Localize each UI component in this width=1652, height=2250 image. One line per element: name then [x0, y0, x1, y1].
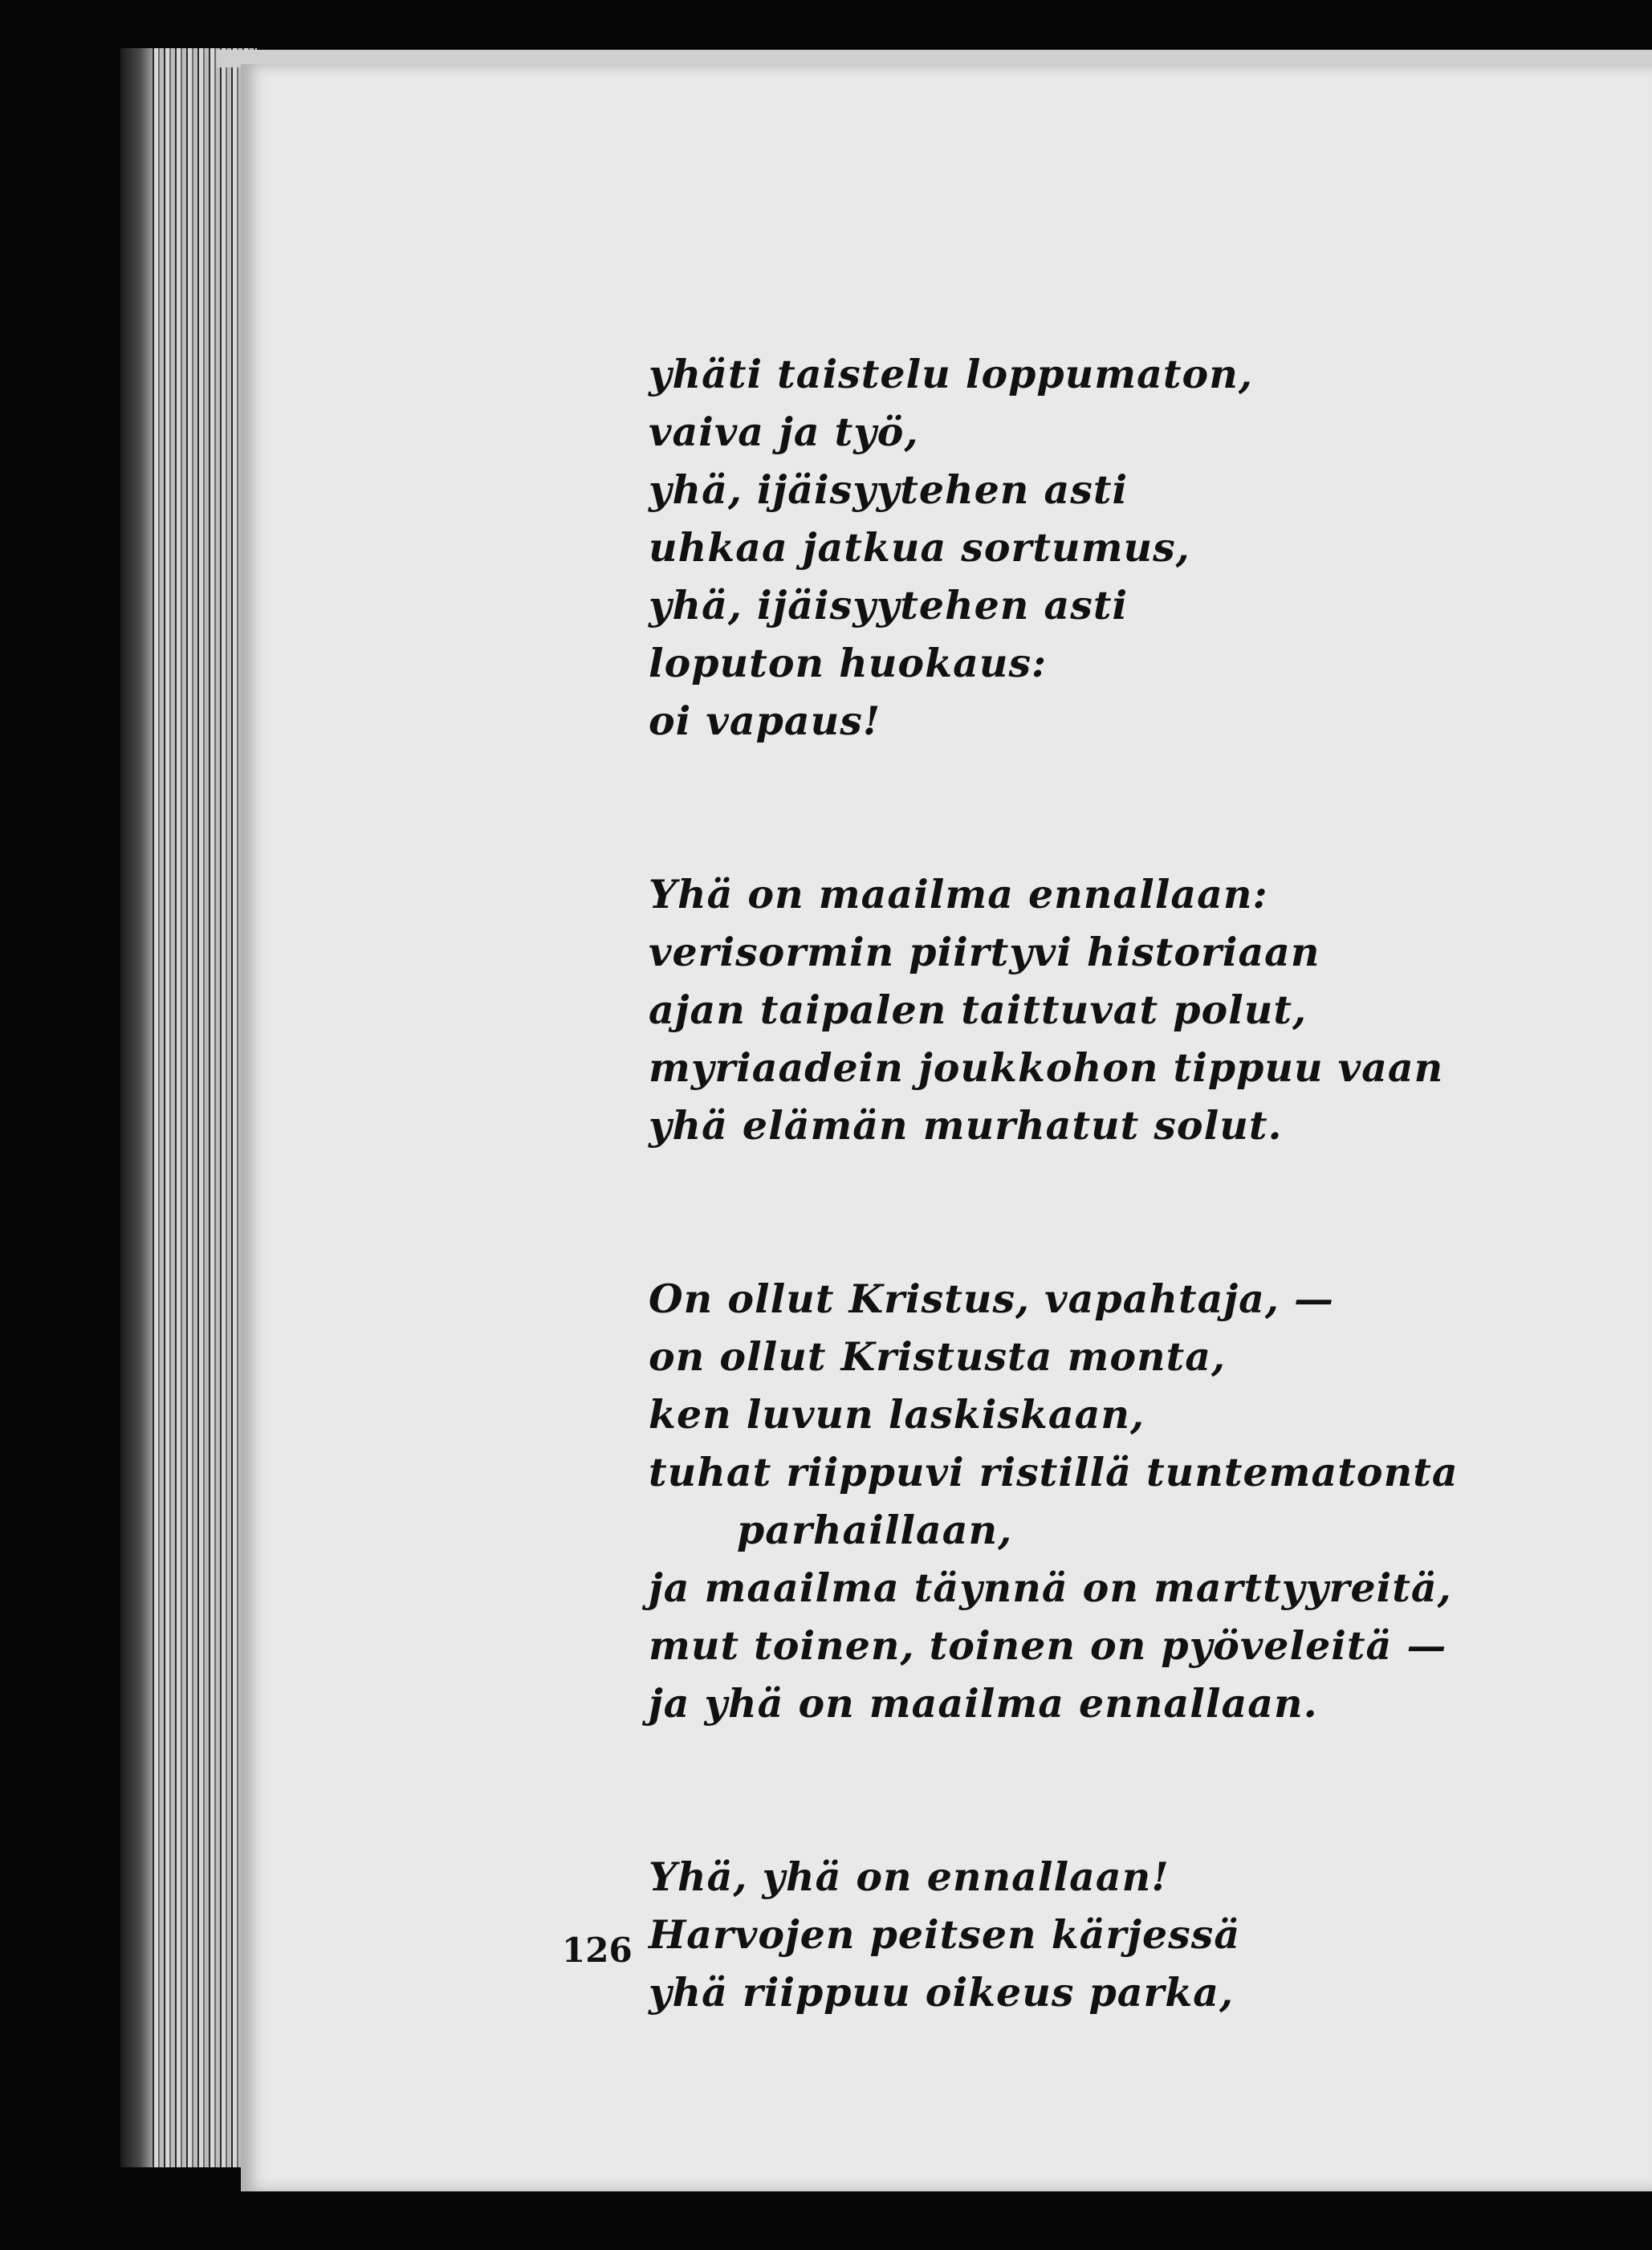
- stanza-gap: [649, 1154, 1459, 1270]
- stanza-4: [649, 1848, 1459, 2021]
- poem-line: yhäti taistelu loppumaton,: [649, 351, 1253, 397]
- stanza-gap: [649, 750, 1459, 865]
- poem-line: ja yhä on maailma ennallaan.: [649, 1680, 1318, 1727]
- poem-text: [649, 345, 1459, 2021]
- poem-line: ken luvun laskiskaan,: [649, 1391, 1145, 1438]
- poem-line: yhä riippuu oikeus parka,: [649, 1969, 1235, 2016]
- poem-line: tuhat riippuvi ristillä tuntematonta: [649, 1449, 1459, 1495]
- poem-line: mut toinen, toinen on pyöveleitä —: [649, 1622, 1447, 1669]
- poem-line: myriaadein joukkohon tippuu vaan: [649, 1044, 1444, 1091]
- poem-line: on ollut Kristusta monta,: [649, 1333, 1227, 1380]
- poem-line: loputon huokaus:: [649, 640, 1048, 686]
- poem-line: ja maailma täynnä on marttyyreitä,: [649, 1564, 1452, 1611]
- poem-line-indented: parhaillaan,: [737, 1507, 1013, 1553]
- stanza-2: [649, 865, 1459, 1154]
- poem-line: yhä, ijäisyytehen asti: [649, 466, 1129, 513]
- poem-line: verisormin piirtyvi historiaan: [649, 929, 1320, 975]
- stanza-3: [649, 1270, 1459, 1732]
- poem-line: uhkaa jatkua sortumus,: [649, 524, 1190, 571]
- poem-line: Yhä on maailma ennallaan:: [649, 871, 1268, 917]
- poem-line: Harvojen peitsen kärjessä: [649, 1911, 1241, 1958]
- poem-line: ajan taipalen taittuvat polut,: [649, 987, 1308, 1033]
- poem-line: Yhä, yhä on ennallaan!: [649, 1853, 1170, 1900]
- poem-line: oi vapaus!: [649, 698, 881, 744]
- poem-line: yhä, ijäisyytehen asti: [649, 582, 1129, 629]
- stanza-gap: [649, 1732, 1459, 1848]
- poem-line: vaiva ja työ,: [649, 409, 919, 455]
- poem-line: yhä elämän murhatut solut.: [649, 1102, 1283, 1149]
- page-number: 126: [562, 1931, 633, 1970]
- stanza-1: [649, 345, 1459, 750]
- poem-line: On ollut Kristus, vapahtaja, —: [649, 1276, 1335, 1322]
- book-spine-shadow: [120, 48, 153, 2167]
